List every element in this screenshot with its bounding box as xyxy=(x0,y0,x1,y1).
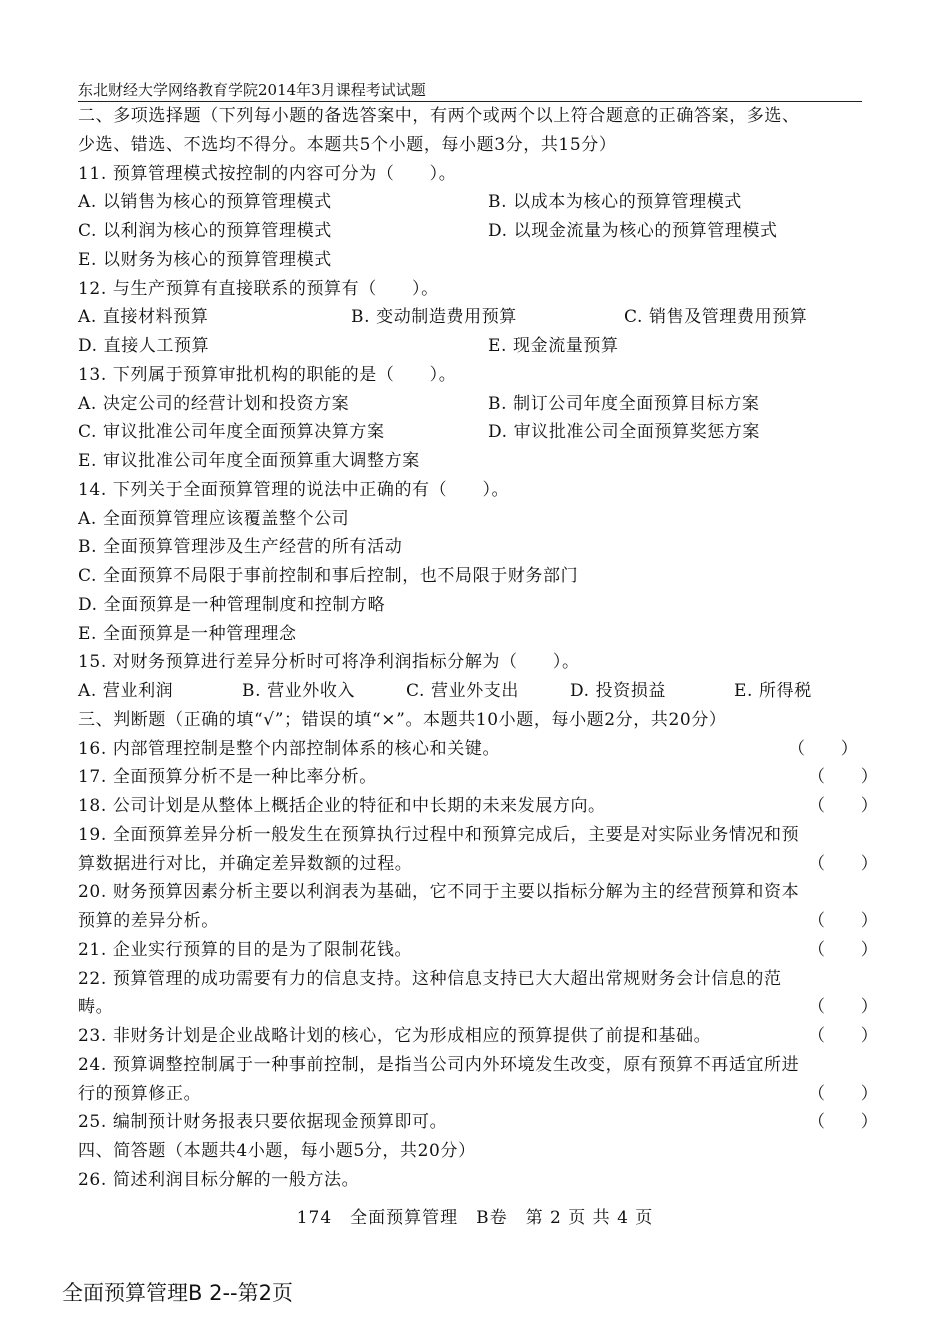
exam-line xyxy=(78,965,862,994)
answer-option: E. 现金流量预算 xyxy=(488,336,619,356)
exam-line xyxy=(78,735,862,764)
exam-line xyxy=(78,102,862,131)
line-text: 三、判断题（正确的填“√”；错误的填“×”。本题共10小题，每小题2分，共20分） xyxy=(78,709,727,730)
exam-line xyxy=(78,850,879,879)
answer-blank: （ ） xyxy=(808,853,879,874)
line-text: 11. 预算管理模式按控制的内容可分为（ ）。 xyxy=(78,163,457,184)
line-text: 23. 非财务计划是企业战略计划的核心，它为形成相应的预算提供了前提和基础。 xyxy=(78,1026,712,1046)
exam-line xyxy=(78,476,862,505)
answer-option: C. 以利润为核心的预算管理模式 xyxy=(78,221,332,241)
line-text: 算数据进行对比，并确定差异数额的过程。 xyxy=(78,853,413,874)
exam-line xyxy=(78,303,862,332)
answer-option: A. 直接材料预算 xyxy=(78,307,209,328)
answer-option: D. 直接人工预算 xyxy=(78,336,210,356)
exam-line xyxy=(78,648,862,677)
answer-option: B. 变动制造费用预算 xyxy=(351,307,517,328)
line-text: 21. 企业实行预算的目的是为了限制花钱。 xyxy=(78,939,413,960)
exam-line xyxy=(78,533,862,562)
exam-line xyxy=(78,1137,862,1166)
answer-option: E. 所得税 xyxy=(734,681,812,701)
line-text: 18. 公司计划是从整体上概括企业的特征和中长期的未来发展方向。 xyxy=(78,796,606,816)
exam-line xyxy=(78,878,862,907)
line-text: 25. 编制预计财务报表只要依据现金预算即可。 xyxy=(78,1112,448,1133)
answer-blank: （ ） xyxy=(808,1026,879,1046)
exam-line xyxy=(78,677,862,706)
answer-option: A. 营业利润 xyxy=(78,681,174,701)
line-text: 12. 与生产预算有直接联系的预算有（ ）。 xyxy=(78,278,439,299)
exam-line xyxy=(78,447,862,476)
exam-line xyxy=(78,188,862,217)
line-text: 二、多项选择题（下列每小题的备选答案中，有两个或两个以上符合题意的正确答案，多选、 xyxy=(78,106,800,126)
answer-option: B. 以成本为核心的预算管理模式 xyxy=(488,192,742,213)
answer-option: B. 制订公司年度全面预算目标方案 xyxy=(488,393,760,414)
exam-line xyxy=(78,1051,862,1080)
answer-blank: （ ） xyxy=(808,796,879,816)
answer-option: C. 销售及管理费用预算 xyxy=(624,307,808,328)
exam-line xyxy=(78,332,862,361)
exam-line xyxy=(78,562,862,591)
exam-line xyxy=(78,591,862,620)
exam-line xyxy=(78,131,862,160)
answer-blank: （ ） xyxy=(808,939,879,960)
answer-blank: （ ） xyxy=(788,738,859,759)
line-text: A. 全面预算管理应该覆盖整个公司 xyxy=(78,508,350,529)
line-text: 26. 简述利润目标分解的一般方法。 xyxy=(78,1169,360,1190)
answer-option: D. 投资损益 xyxy=(570,681,667,701)
exam-line xyxy=(78,907,879,936)
answer-blank: （ ） xyxy=(808,997,879,1018)
exam-line xyxy=(78,390,862,419)
answer-option: D. 审议批准公司全面预算奖惩方案 xyxy=(488,422,761,443)
exam-line xyxy=(78,1080,879,1109)
answer-blank: （ ） xyxy=(808,1112,879,1133)
answer-option: B. 营业外收入 xyxy=(242,681,356,701)
line-text: 24. 预算调整控制属于一种事前控制，是指当公司内外环境发生改变，原有预算不再适宜所进 xyxy=(78,1054,800,1075)
line-text: 四、简答题（本题共4小题，每小题5分，共20分） xyxy=(78,1141,476,1161)
exam-line xyxy=(78,1166,862,1195)
answer-blank: （ ） xyxy=(808,767,879,788)
answer-option: A. 决定公司的经营计划和投资方案 xyxy=(78,393,350,414)
exam-line xyxy=(78,620,862,649)
line-text: E. 全面预算是一种管理理念 xyxy=(78,623,297,644)
line-text: 行的预算修正。 xyxy=(78,1083,202,1104)
answer-option: A. 以销售为核心的预算管理模式 xyxy=(78,192,332,213)
line-text: 预算的差异分析。 xyxy=(78,911,219,931)
line-text: 20. 财务预算因素分析主要以利润表为基础，它不同于主要以指标分解为主的经营预算和资本 xyxy=(78,882,800,903)
answer-option: C. 营业外支出 xyxy=(406,681,520,701)
exam-line xyxy=(78,217,862,246)
exam-line xyxy=(78,361,862,390)
line-text: 畴。 xyxy=(78,997,114,1018)
line-text: D. 全面预算是一种管理制度和控制方略 xyxy=(78,594,386,615)
line-text: 22. 预算管理的成功需要有力的信息支持。这种信息支持已大大超出常规财务会计信息的范 xyxy=(78,968,782,989)
line-text: 17. 全面预算分析不是一种比率分析。 xyxy=(78,767,377,788)
exam-line xyxy=(78,1022,879,1051)
line-text: 16. 内部管理控制是整个内部控制体系的核心和关键。 xyxy=(78,738,501,759)
answer-option: D. 以现金流量为核心的预算管理模式 xyxy=(488,221,778,241)
line-text: 14. 下列关于全面预算管理的说法中正确的有（ ）。 xyxy=(78,479,510,500)
exam-line xyxy=(78,418,862,447)
page-header: 东北财经大学网络教育学院2014年3月课程考试试题 xyxy=(78,80,862,102)
line-text: E. 以财务为核心的预算管理模式 xyxy=(78,249,332,270)
line-text: 13. 下列属于预算审批机构的职能的是（ ）。 xyxy=(78,364,457,385)
answer-blank: （ ） xyxy=(808,911,879,931)
line-text: 19. 全面预算差异分析一般发生在预算执行过程中和预算完成后，主要是对实际业务情况和预 xyxy=(78,824,800,845)
exam-line xyxy=(78,246,862,275)
exam-line xyxy=(78,706,862,735)
answer-blank: （ ） xyxy=(808,1083,879,1104)
exam-line xyxy=(78,160,862,189)
line-text: C. 全面预算不局限于事前控制和事后控制，也不局限于财务部门 xyxy=(78,566,579,586)
exam-line xyxy=(78,505,862,534)
exam-line xyxy=(78,763,879,792)
line-text: B. 全面预算管理涉及生产经营的所有活动 xyxy=(78,537,403,558)
exam-line xyxy=(78,993,879,1022)
page-caption: 全面预算管理B 2--第2页 xyxy=(62,1281,293,1305)
exam-line xyxy=(78,792,879,821)
exam-content xyxy=(78,102,879,1195)
exam-line xyxy=(78,936,879,965)
line-text: 少选、错选、不选均不得分。本题共5个小题，每小题3分，共15分） xyxy=(78,134,617,155)
line-text: 15. 对财务预算进行差异分析时可将净利润指标分解为（ ）。 xyxy=(78,652,580,673)
page-footer: 174 全面预算管理 B卷 第 2 页 共 4 页 xyxy=(296,1208,654,1228)
line-text: E. 审议批准公司年度全面预算重大调整方案 xyxy=(78,451,420,471)
exam-line xyxy=(78,821,862,850)
answer-option: C. 审议批准公司年度全面预算决算方案 xyxy=(78,422,385,443)
exam-line xyxy=(78,275,862,304)
exam-line xyxy=(78,1108,879,1137)
